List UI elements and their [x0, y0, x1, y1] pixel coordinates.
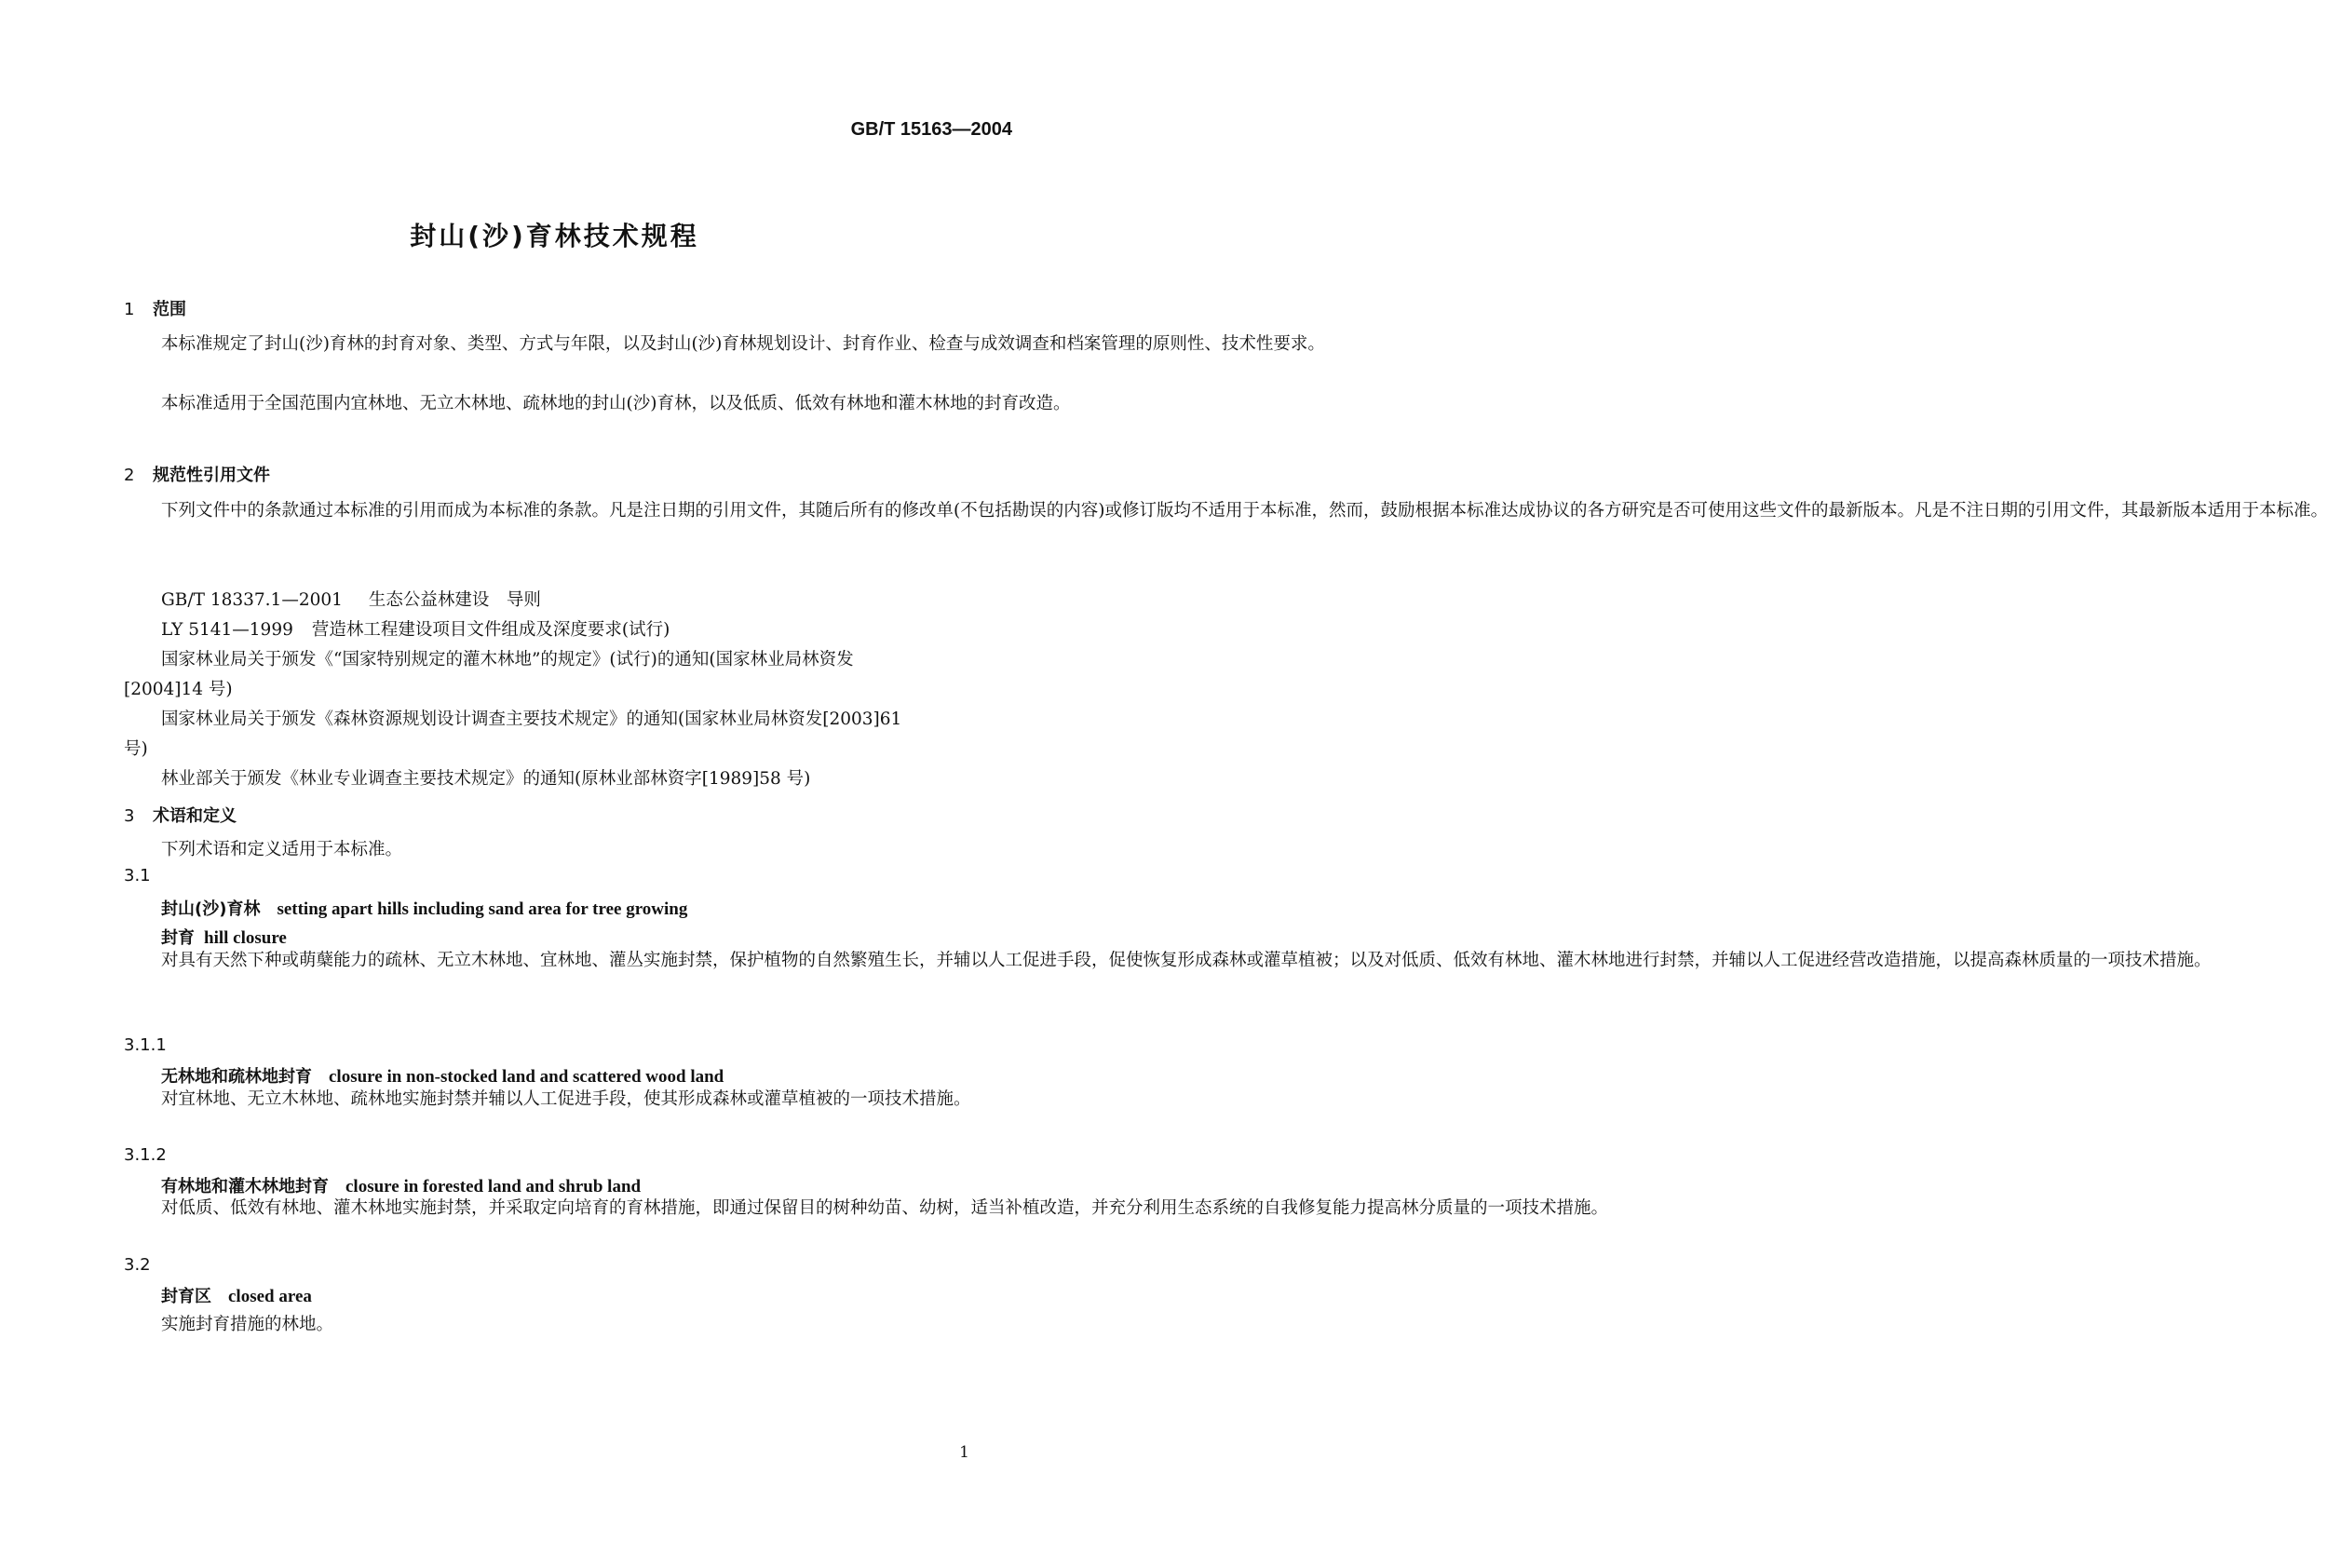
section-1-heading [124, 296, 186, 320]
paragraph: 下列文件中的条款通过本标准的引用而成为本标准的条款。凡是注日期的引用文件，其随后所有的修改单(不包括勘误的内容)或修订版均不适用于本标准，然而，鼓励根据本标准达成协议的各方研究是否可使用这些文件的最新版本。凡是不注日期的引用文件，其最新版本适用于本标准。 [161, 501, 2328, 520]
section-number: 1 [124, 300, 135, 319]
paragraph: 下列术语和定义适用于本标准。 [161, 840, 403, 859]
reference-item-cont: 号) [124, 739, 148, 759]
term-definition: 对具有天然下种或萌蘖能力的疏林、无立木林地、宜林地、灌丛实施封禁，保护植物的自然繁殖生长，并辅以人工促进手段，促使恢复形成森林或灌草植被；以及对低质、低效有林地、灌木林地进行封禁，并辅以人工促进经营改造措施，以提高森林质量的一项技术措施。 [161, 951, 2212, 970]
reference-item: 国家林业局关于颁发《森林资源规划设计调查主要技术规定》的通知(国家林业局林资发[2003]61 [161, 710, 902, 729]
term-entry: 封山(沙)育林 setting apart hills including sand area for tree growing [161, 899, 688, 919]
section-number: 3 [124, 806, 135, 826]
term-definition: 对低质、低效有林地、灌木林地实施封禁，并采取定向培育的育林措施，即通过保留目的树种幼苗、幼树，适当补植改造，并充分利用生态系统的自我修复能力提高林分质量的一项技术措施。 [161, 1198, 1609, 1218]
clause-number: 3.1 [124, 866, 151, 885]
section-title: 范围 [153, 300, 186, 319]
reference-item: LY 5141—1999 营造林工程建设项目文件组成及深度要求(试行) [161, 620, 670, 640]
section-title: 规范性引用文件 [153, 466, 270, 485]
section-3-heading [124, 803, 237, 827]
clause-number: 3.1.1 [124, 1035, 167, 1055]
term-entry: 无林地和疏林地封育 closure in non-stocked land and scattered wood land [161, 1067, 724, 1087]
clause-number: 3.1.2 [124, 1145, 167, 1165]
clause-number: 3.2 [124, 1255, 151, 1275]
term-definition: 实施封育措施的林地。 [161, 1315, 334, 1334]
term-definition: 对宜林地、无立木林地、疏林地实施封禁并辅以人工促进手段，使其形成森林或灌草植被的一项技术措施。 [161, 1089, 971, 1109]
section-2-heading [124, 462, 270, 486]
paragraph: 本标准适用于全国范围内宜林地、无立木林地、疏林地的封山(沙)育林，以及低质、低效有林地和灌木林地的封育改造。 [161, 394, 1071, 413]
reference-item: 国家林业局关于颁发《“国家特别规定的灌木林地”的规定》(试行)的通知(国家林业局林资发 [161, 650, 854, 669]
reference-item: GB/T 18337.1—2001 生态公益林建设 导则 [161, 590, 541, 610]
section-title: 术语和定义 [153, 806, 237, 826]
paragraph: 本标准规定了封山(沙)育林的封育对象、类型、方式与年限，以及封山(沙)育林规划设计、封育作业、检查与成效调查和档案管理的原则性、技术性要求。 [161, 334, 1325, 354]
term-entry: 有林地和灌木林地封育 closure in forested land and shrub land [161, 1177, 642, 1196]
section-number: 2 [124, 466, 135, 485]
reference-item: 林业部关于颁发《林业专业调查主要技术规定》的通知(原林业部林资字[1989]58 号) [161, 769, 811, 789]
page-number: 1 [959, 1443, 969, 1462]
term-entry: 封育区 closed area [161, 1287, 312, 1306]
standard-number: GB/T 15163—2004 [850, 119, 1012, 140]
term-entry-alt: 封育 hill closure [161, 928, 287, 948]
document-title: 封山(沙)育林技术规程 [410, 221, 699, 251]
reference-item-cont: [2004]14 号) [124, 680, 233, 699]
